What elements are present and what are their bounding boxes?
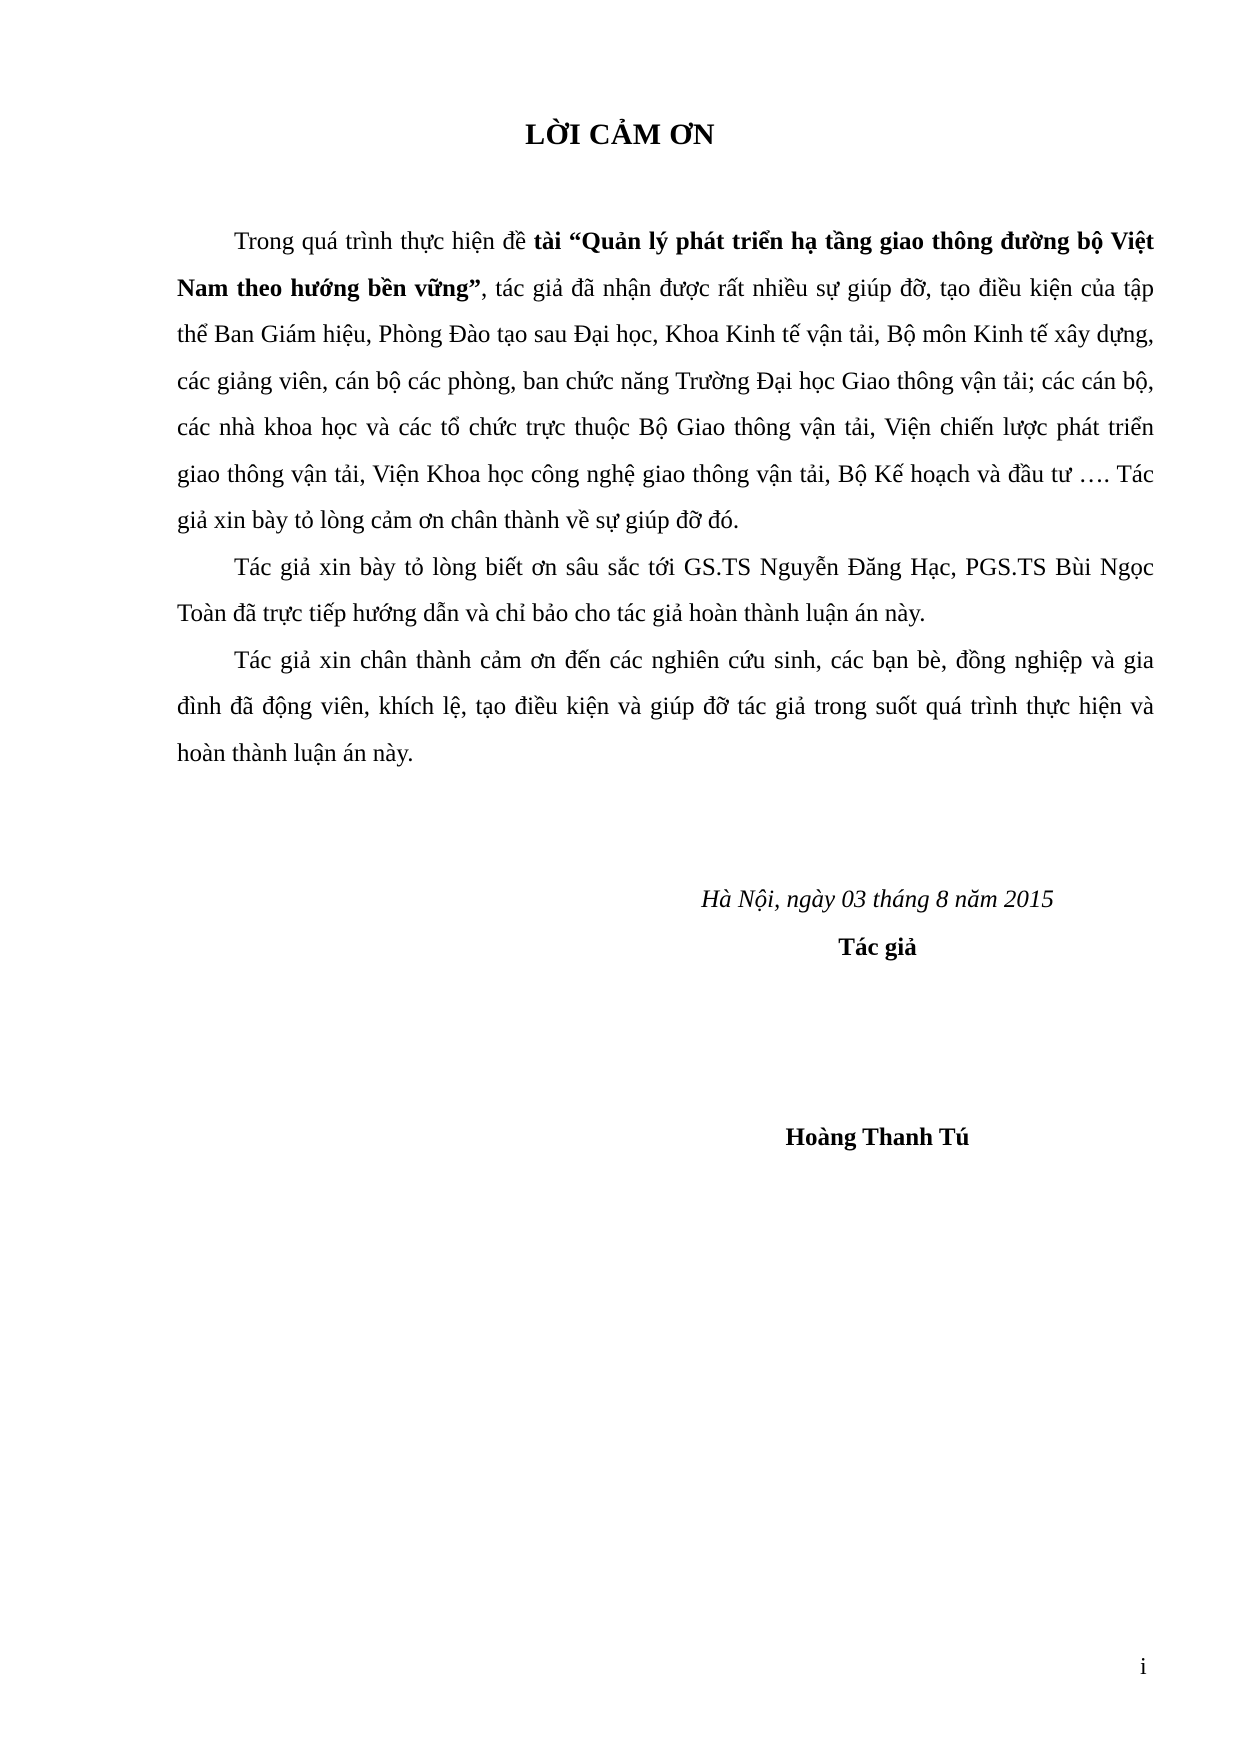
acknowledgement-body (177, 219, 1154, 777)
thesis-title: tài “Quản lý phát triển hạ tầng giao thông đường bộ Việt Nam theo hướng bền vững” (177, 228, 1155, 302)
place-date: Hà Nội, ngày 03 tháng 8 năm 2015 (701, 886, 1054, 913)
paragraph-2: Tác giả xin bày tỏ lòng biết ơn sâu sắc tới GS.TS Nguyễn Đăng Hạc, PGS.TS Bùi Ngọc Toàn đã trực tiếp hướng dẫn và chỉ bảo cho tác giả hoàn thành luận án này. (177, 553, 1154, 627)
page-title: LỜI CẢM ƠN (525, 118, 715, 151)
paragraph-3: Tác giả xin chân thành cảm ơn đến các nghiên cứu sinh, các bạn bè, đồng nghiệp và gia đình đã động viên, khích lệ, tạo điều kiện và giúp đỡ tác giả trong suốt quá trình thực hiện và hoàn thành luận án này. (177, 646, 1154, 767)
paragraph-1-intro: Trong quá trình thực hiện đề (234, 228, 534, 255)
signature-role: Tác giả (838, 934, 917, 961)
paragraph-1-rest: , tác giả đã nhận được rất nhiều sự giúp đỡ, tạo điều kiện của tập thể Ban Giám hiệu, Phòng Đào tạo sau Đại học, Khoa Kinh tế vận tải, Bộ môn Kinh tế xây dựng, các giảng viên, cán bộ các phòng, ban chức năng Trường Đại học Giao thông vận tải; các cán bộ, các nhà khoa học và các tổ chức trực thuộc Bộ Giao thông vận tải, Viện chiến lược phát triển giao thông vận tải, Viện Khoa học công nghệ giao thông vận tải, Bộ Kế hoạch và đầu tư …. Tác giả xin bày tỏ lòng cảm ơn chân thành về sự giúp đỡ đó. (177, 274, 1155, 534)
signature-name: Hoàng Thanh Tú (785, 1124, 970, 1151)
page-number: i (1140, 1654, 1147, 1680)
paragraph-1 (177, 219, 1154, 545)
